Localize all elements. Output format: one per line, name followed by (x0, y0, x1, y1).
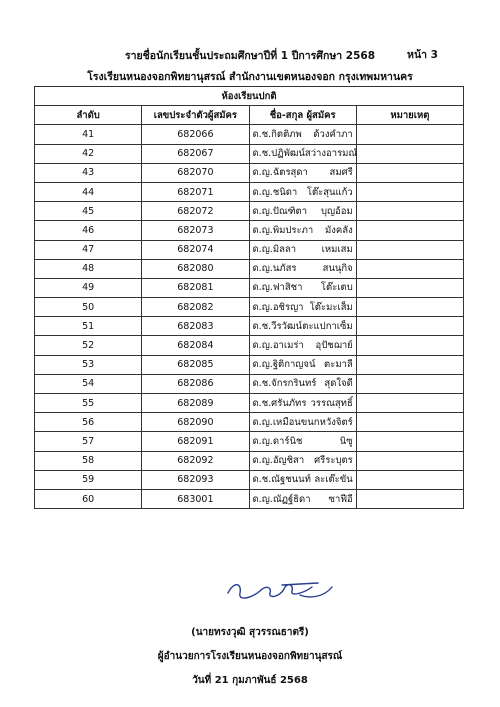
name-prefix: ด.ญ. (252, 455, 273, 467)
row-number: 50 (35, 298, 142, 317)
last-name: เหมเสม (321, 244, 353, 256)
name-prefix: ด.ช. (252, 128, 272, 140)
remark-cell (356, 317, 463, 336)
remark-cell (356, 163, 463, 182)
remark-cell (356, 182, 463, 201)
last-name: หวังจิตร์ (319, 416, 353, 428)
applicant-name (249, 489, 356, 508)
table-row (35, 278, 464, 297)
row-number: 56 (35, 413, 142, 432)
remark-cell (356, 451, 463, 470)
applicant-name (249, 259, 356, 278)
applicant-name (249, 374, 356, 393)
table-row (35, 413, 464, 432)
last-name: ศรีระบุตร (314, 455, 353, 467)
last-name: สนนุกิจ (322, 263, 353, 275)
col-header-id: เลขประจำตัวผู้สมัคร (142, 106, 249, 125)
applicant-id: 682089 (142, 394, 249, 413)
name-prefix: ด.ญ. (252, 224, 273, 236)
applicant-id: 682067 (142, 144, 249, 163)
row-number: 53 (35, 355, 142, 374)
row-number: 48 (35, 259, 142, 278)
remark-cell (356, 202, 463, 221)
page-number: หน้า 3 (407, 49, 438, 61)
applicant-name (249, 451, 356, 470)
first-name: ปัณฑิตา (272, 205, 308, 217)
name-prefix: ด.ญ. (252, 435, 273, 447)
row-number: 43 (35, 163, 142, 182)
applicant-id: 682071 (142, 182, 249, 201)
table-row (35, 317, 464, 336)
row-number: 45 (35, 202, 142, 221)
applicant-name (249, 125, 356, 144)
first-name: มิลลา (272, 244, 297, 256)
table-row (35, 182, 464, 201)
section-heading: ห้องเรียนปกติ (35, 87, 464, 106)
first-name: จักรกรินทร์ (271, 378, 317, 390)
remark-cell (356, 144, 463, 163)
row-number: 51 (35, 317, 142, 336)
applicant-id: 682091 (142, 432, 249, 451)
name-prefix: ด.ช. (252, 397, 272, 409)
last-name: บุญอ้อม (320, 205, 353, 217)
name-prefix: ด.ช. (252, 148, 272, 160)
row-number: 47 (35, 240, 142, 259)
remark-cell (356, 125, 463, 144)
applicant-name (249, 163, 356, 182)
remark-cell (356, 355, 463, 374)
student-table (34, 86, 464, 509)
first-name: ณัฏฐ์ธิดา (272, 493, 311, 505)
table-row (35, 298, 464, 317)
name-prefix: ด.ญ. (252, 167, 273, 179)
applicant-id: 682074 (142, 240, 249, 259)
last-name: อุปัชฌาย์ (315, 340, 353, 352)
applicant-id: 682082 (142, 298, 249, 317)
name-prefix: ด.ญ. (252, 416, 273, 428)
last-name: ด้วงคำภา (313, 128, 353, 140)
signature-mark (220, 575, 340, 605)
last-name: นิซู (339, 435, 353, 447)
row-number: 52 (35, 336, 142, 355)
table-row (35, 336, 464, 355)
row-number: 46 (35, 221, 142, 240)
last-name: สว่างอารมณ์ (304, 148, 358, 160)
applicant-name (249, 470, 356, 489)
remark-cell (356, 413, 463, 432)
first-name: ณัฐชนนท์ (271, 474, 311, 486)
name-prefix: ด.ช. (252, 320, 272, 332)
table-row (35, 355, 464, 374)
remark-cell (356, 221, 463, 240)
table-body (35, 125, 464, 509)
first-name: ดาร์นิช (272, 435, 303, 447)
last-name: โต๊ะมะเส็ม (309, 301, 353, 313)
row-number: 58 (35, 451, 142, 470)
row-number: 60 (35, 489, 142, 508)
remark-cell (356, 470, 463, 489)
last-name: โต๊ะสุนแก้ว (306, 186, 353, 198)
last-name: ละเต๊ะขัน (314, 474, 353, 486)
applicant-id: 682081 (142, 278, 249, 297)
last-name: สมศรี (329, 167, 353, 179)
table-row (35, 202, 464, 221)
applicant-name (249, 144, 356, 163)
name-prefix: ด.ญ. (252, 340, 273, 352)
name-prefix: ด.ญ. (252, 244, 273, 256)
applicant-name (249, 394, 356, 413)
name-prefix: ด.ญ. (252, 301, 273, 313)
last-name: ตะแปกาเซ็ม (302, 320, 353, 332)
applicant-name (249, 413, 356, 432)
table-row (35, 259, 464, 278)
applicant-id: 682080 (142, 259, 249, 278)
col-header-no: ลำดับ (35, 106, 142, 125)
document-title: รายชื่อนักเรียนชั้นประถมศึกษาปีที่ 1 ปีการศึกษา 2568 (124, 50, 376, 62)
last-name: ตะมาลี (324, 359, 353, 371)
name-prefix: ด.ช. (252, 378, 272, 390)
table-row (35, 489, 464, 508)
row-number: 54 (35, 374, 142, 393)
sign-date: วันที่ 21 กุมภาพันธ์ 2568 (192, 675, 308, 686)
remark-cell (356, 432, 463, 451)
signer-name: (นายทรงวุฒิ สุวรรณธาตรี) (191, 627, 309, 638)
applicant-id: 682086 (142, 374, 249, 393)
table-row (35, 470, 464, 489)
table-row (35, 451, 464, 470)
remark-cell (356, 374, 463, 393)
table-row (35, 125, 464, 144)
col-header-note: หมายเหตุ (356, 106, 463, 125)
first-name: ชนิดา (272, 186, 298, 198)
applicant-id: 682072 (142, 202, 249, 221)
remark-cell (356, 336, 463, 355)
col-header-name: ชื่อ-สกุล ผู้สมัคร (249, 106, 356, 125)
row-number: 55 (35, 394, 142, 413)
first-name: เหมือนขนก (272, 416, 320, 428)
remark-cell (356, 259, 463, 278)
first-name: นภัสร (272, 263, 297, 275)
last-name: โต๊ะเตบ (320, 282, 353, 294)
first-name: วีรวัฒน์ (271, 320, 303, 332)
applicant-name (249, 336, 356, 355)
applicant-id: 683001 (142, 489, 249, 508)
first-name: ศรันภัทร (271, 397, 307, 409)
first-name: ฉัตรสุดา (272, 167, 308, 179)
remark-cell (356, 394, 463, 413)
applicant-id: 682073 (142, 221, 249, 240)
table-row (35, 432, 464, 451)
first-name: ฐิติกาญจน์ (272, 359, 316, 371)
table-row (35, 144, 464, 163)
first-name: ฟาสิชา (272, 282, 303, 294)
applicant-name (249, 278, 356, 297)
row-number: 44 (35, 182, 142, 201)
row-number: 59 (35, 470, 142, 489)
table-row (35, 394, 464, 413)
applicant-id: 682066 (142, 125, 249, 144)
table-row (35, 163, 464, 182)
applicant-id: 682083 (142, 317, 249, 336)
first-name: กิตติภพ (271, 128, 302, 140)
row-number: 49 (35, 278, 142, 297)
table-row (35, 374, 464, 393)
last-name: วรรณสุทธิ์ (310, 397, 353, 409)
name-prefix: ด.ญ. (252, 282, 273, 294)
applicant-name (249, 317, 356, 336)
row-number: 57 (35, 432, 142, 451)
applicant-id: 682092 (142, 451, 249, 470)
first-name: อาเมร่า (272, 340, 304, 352)
applicant-id: 682084 (142, 336, 249, 355)
first-name: ปฏิพัฒน์ (271, 148, 305, 160)
remark-cell (356, 278, 463, 297)
applicant-id: 682085 (142, 355, 249, 374)
last-name: สุดใจดี (324, 378, 353, 390)
table-row (35, 221, 464, 240)
name-prefix: ด.ช. (252, 474, 272, 486)
first-name: อัญชิสา (272, 455, 305, 467)
last-name: มังคลัง (325, 224, 353, 236)
table-row (35, 240, 464, 259)
applicant-name (249, 298, 356, 317)
school-line: โรงเรียนหนองจอกพิทยานุสรณ์ สำนักงานเขตหนองจอก กรุงเทพมหานคร (87, 71, 413, 83)
applicant-name (249, 221, 356, 240)
applicant-name (249, 432, 356, 451)
name-prefix: ด.ญ. (252, 263, 273, 275)
name-prefix: ด.ญ. (252, 493, 273, 505)
remark-cell (356, 489, 463, 508)
applicant-id: 682093 (142, 470, 249, 489)
row-number: 41 (35, 125, 142, 144)
name-prefix: ด.ญ. (252, 359, 273, 371)
first-name: พิมประภา (272, 224, 314, 236)
applicant-name (249, 202, 356, 221)
remark-cell (356, 240, 463, 259)
remark-cell (356, 298, 463, 317)
applicant-name (249, 240, 356, 259)
applicant-name (249, 355, 356, 374)
last-name: ซาฟีอี (328, 493, 353, 505)
applicant-id: 682070 (142, 163, 249, 182)
name-prefix: ด.ญ. (252, 205, 273, 217)
applicant-name (249, 182, 356, 201)
name-prefix: ด.ญ. (252, 186, 273, 198)
row-number: 42 (35, 144, 142, 163)
applicant-id: 682090 (142, 413, 249, 432)
signer-position: ผู้อำนวยการโรงเรียนหนองจอกพิทยานุสรณ์ (157, 651, 343, 662)
first-name: อชิรญา (272, 301, 304, 313)
